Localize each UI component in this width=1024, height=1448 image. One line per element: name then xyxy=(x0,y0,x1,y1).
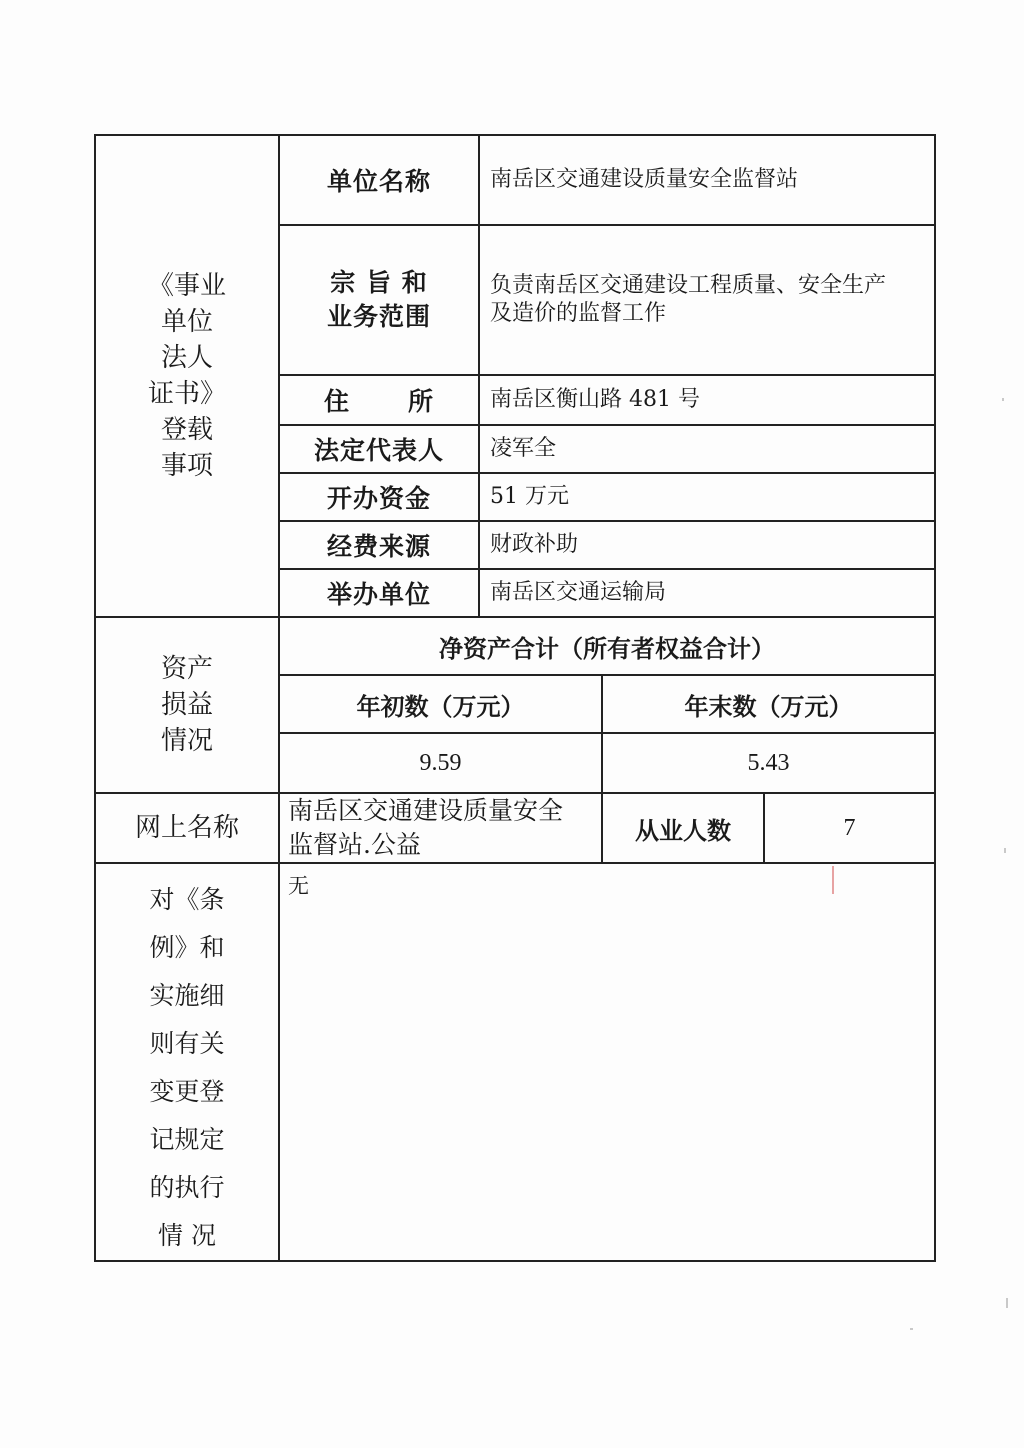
legal-rep-value: 凌军全 xyxy=(479,425,935,473)
certificate-section-label xyxy=(95,135,279,617)
registration-table xyxy=(94,134,936,1262)
assets-section-label xyxy=(95,617,279,793)
row-compliance xyxy=(95,863,935,1261)
red-pen-mark xyxy=(832,866,834,894)
compliance-label-line: 则有关 xyxy=(149,1029,225,1058)
compliance-label xyxy=(95,863,279,1261)
purpose-value-line: 负责南岳区交通建设工程质量、安全生产 xyxy=(490,273,887,298)
compliance-value: 无 xyxy=(279,863,935,1261)
online-name-line: 监督站.公益 xyxy=(288,830,421,859)
compliance-label-line: 记规定 xyxy=(149,1125,225,1154)
sponsor-value: 南岳区交通运输局 xyxy=(479,569,935,617)
address-value: 南岳区衡山路 481 号 xyxy=(479,375,935,425)
start-of-year-label: 年初数（万元） xyxy=(279,675,602,733)
purpose-value xyxy=(479,225,935,375)
address-label xyxy=(279,375,479,425)
scan-speck xyxy=(1006,1298,1008,1308)
section-label-line: 事项 xyxy=(160,451,213,481)
row-online-name xyxy=(95,793,935,863)
online-name-line: 南岳区交通建设质量安全 xyxy=(288,796,564,825)
section-label-line: 证书》 xyxy=(147,379,226,409)
assets-label-line: 损益 xyxy=(160,690,213,720)
funding-source-label: 经费来源 xyxy=(279,521,479,569)
assets-label-line: 资产 xyxy=(160,654,213,684)
online-name-label: 网上名称 xyxy=(95,793,279,863)
section-label-line: 法人 xyxy=(160,343,213,373)
row-assets-header xyxy=(95,617,935,675)
address-label-text: 住所 xyxy=(324,387,434,416)
end-of-year-label: 年末数（万元） xyxy=(602,675,935,733)
scan-speck xyxy=(910,1328,913,1330)
section-label-line: 《事业 xyxy=(147,271,226,301)
capital-value: 51 万元 xyxy=(479,473,935,521)
row-unit-name xyxy=(95,135,935,225)
compliance-label-line: 变更登 xyxy=(149,1077,225,1106)
assets-label-line: 情况 xyxy=(160,726,213,756)
end-of-year-value: 5.43 xyxy=(602,733,935,793)
staff-count-value: 7 xyxy=(764,793,935,863)
online-name-value xyxy=(279,793,602,863)
compliance-label-line: 的执行 xyxy=(149,1173,225,1202)
purpose-value-line: 及造价的监督工作 xyxy=(490,301,667,326)
compliance-label-line: 例》和 xyxy=(149,933,225,962)
net-assets-header: 净资产合计（所有者权益合计） xyxy=(279,617,935,675)
purpose-label-line: 业务范围 xyxy=(326,302,431,331)
scan-speck xyxy=(1002,398,1004,401)
compliance-label-line: 实施细 xyxy=(149,981,225,1010)
start-of-year-value: 9.59 xyxy=(279,733,602,793)
capital-label: 开办资金 xyxy=(279,473,479,521)
funding-source-value: 财政补助 xyxy=(479,521,935,569)
section-label-line: 登载 xyxy=(160,415,213,445)
compliance-label-line: 对《条 xyxy=(149,885,225,914)
compliance-label-line: 情 况 xyxy=(158,1221,216,1250)
legal-rep-label: 法定代表人 xyxy=(279,425,479,473)
unit-name-value: 南岳区交通建设质量安全监督站 xyxy=(479,135,935,225)
purpose-label-line: 宗 旨 和 xyxy=(330,268,428,297)
purpose-label xyxy=(279,225,479,375)
staff-count-label: 从业人数 xyxy=(602,793,764,863)
sponsor-label: 举办单位 xyxy=(279,569,479,617)
scan-speck xyxy=(1004,848,1006,853)
unit-name-label: 单位名称 xyxy=(279,135,479,225)
section-label-line: 单位 xyxy=(160,307,213,337)
